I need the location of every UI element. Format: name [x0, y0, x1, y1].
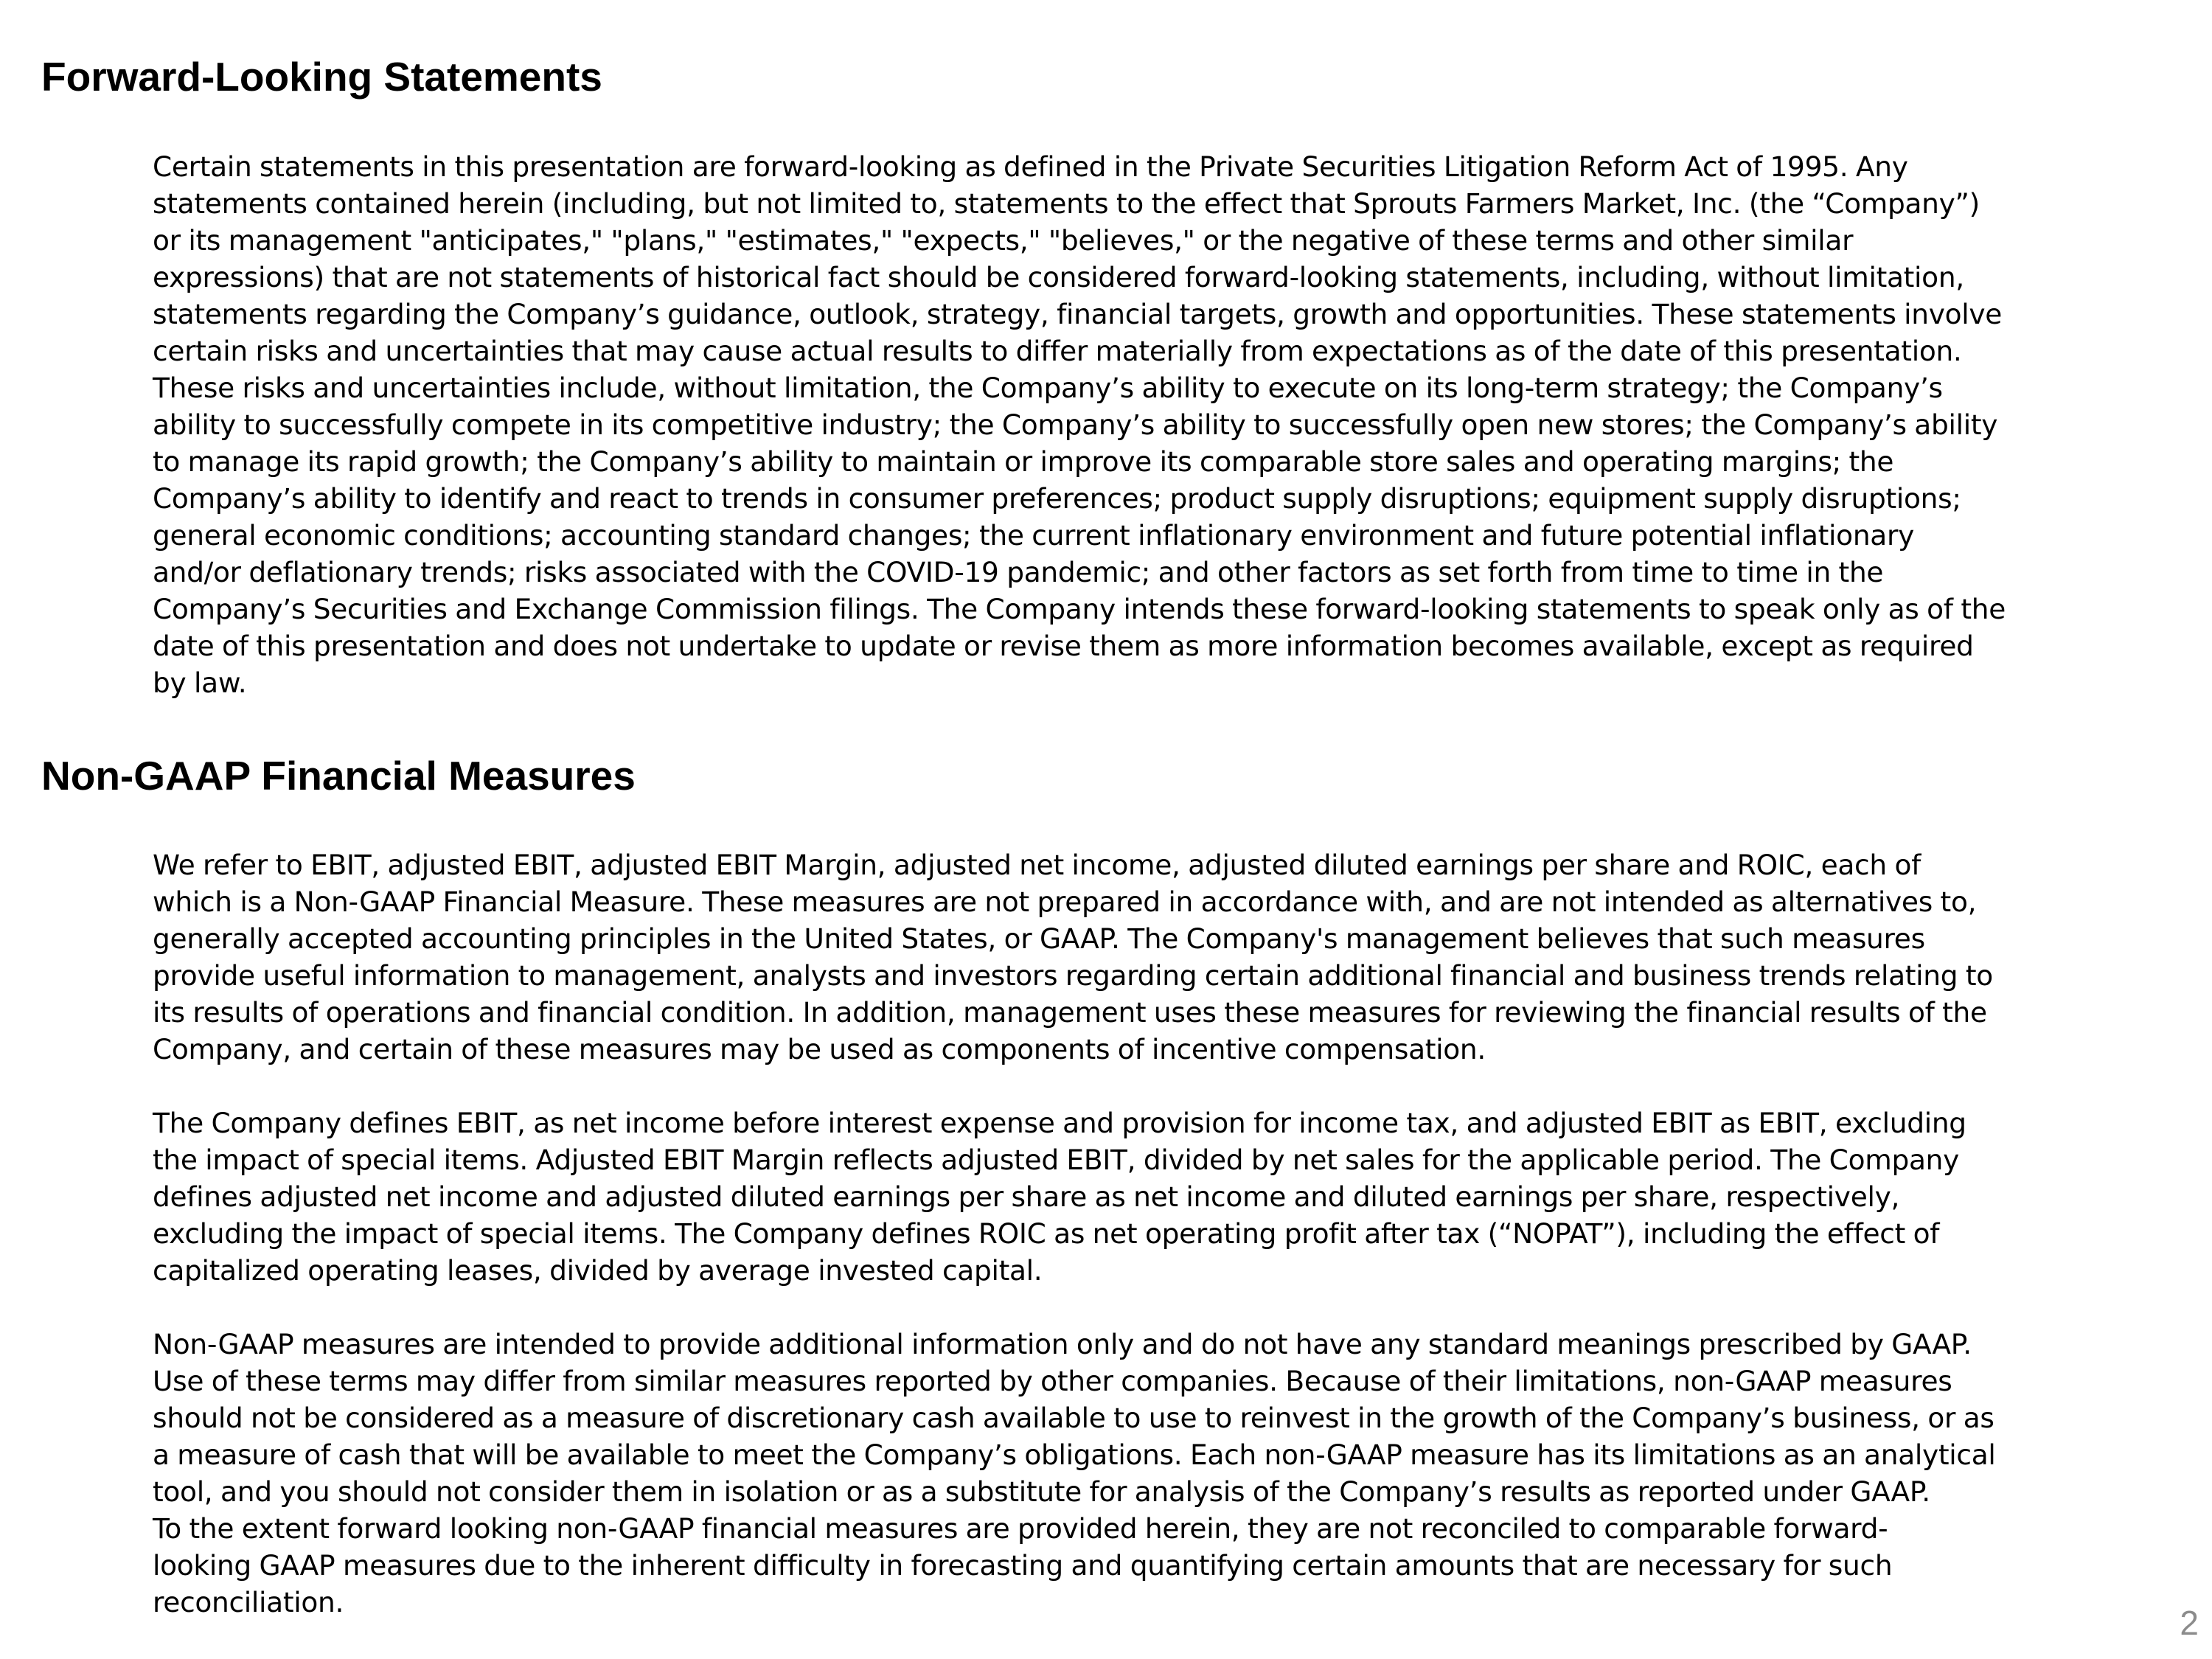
non-gaap-paragraph-3 [153, 1326, 2040, 1621]
paragraph-line: expressions) that are not statements of historical fact should be considered forward-looking statements, including, without limitation, [153, 261, 1964, 293]
paragraph-line: or its management "anticipates," "plans," "estimates," "expects," "believes," or the negative of these terms and other similar [153, 224, 1854, 257]
paragraph-line: should not be considered as a measure of discretionary cash available to use to reinvest in the growth of the Company’s business, or as [153, 1402, 1994, 1434]
paragraph-line: Company’s ability to identify and react to trends in consumer preferences; product supply disruptions; equipment supply disruptions; [153, 482, 1961, 515]
paragraph-line: The Company defines EBIT, as net income before interest expense and provision for income tax, and adjusted EBIT as EBIT, excluding [153, 1107, 1966, 1139]
paragraph-line: Certain statements in this presentation are forward-looking as defined in the Private Securities Litigation Reform Act of 1995. Any [153, 150, 1908, 183]
non-gaap-heading: Non-GAAP Financial Measures [41, 753, 636, 799]
paragraph-line: These risks and uncertainties include, without limitation, the Company’s ability to execute on its long-term strategy; the Company’s [153, 372, 1943, 404]
paragraph-line: excluding the impact of special items. The Company defines ROIC as net operating profit after tax (“NOPAT”), including the effect of [153, 1217, 1940, 1250]
paragraph-line: capitalized operating leases, divided by average invested capital. [153, 1254, 1043, 1287]
paragraph-line: reconciliation. [153, 1586, 344, 1618]
paragraph-line: generally accepted accounting principles in the United States, or GAAP. The Company's management believes that such measures [153, 922, 1925, 955]
paragraph-line: defines adjusted net income and adjusted diluted earnings per share as net income and diluted earnings per share, respectively, [153, 1180, 1900, 1213]
paragraph-line: and/or deflationary trends; risks associated with the COVID-19 pandemic; and other factors as set forth from time to time in the [153, 556, 1884, 588]
paragraph-line: statements regarding the Company’s guidance, outlook, strategy, financial targets, growth and opportunities. These statements involve [153, 298, 2003, 330]
paragraph-line: Company, and certain of these measures may be used as components of incentive compensation. [153, 1033, 1486, 1065]
paragraph-line: ability to successfully compete in its competitive industry; the Company’s ability to successfully open new stores; the Company’s ability [153, 408, 1998, 441]
non-gaap-paragraph-2 [153, 1105, 2040, 1289]
paragraph-line: general economic conditions; accounting standard changes; the current inflationary environment and future potential inflationary [153, 519, 1914, 552]
paragraph-line: We refer to EBIT, adjusted EBIT, adjusted EBIT Margin, adjusted net income, adjusted diluted earnings per share and ROIC, each of [153, 849, 1921, 881]
paragraph-line: Company’s Securities and Exchange Commission filings. The Company intends these forward-looking statements to speak only as of the [153, 593, 2006, 625]
paragraph-line: Use of these terms may differ from similar measures reported by other companies. Because of their limitations, non-GAAP measures [153, 1365, 1952, 1397]
paragraph-line: date of this presentation and does not undertake to update or revise them as more information becomes available, except as required [153, 630, 1974, 662]
page-number: 2 [2180, 1604, 2199, 1642]
paragraph-line: its results of operations and financial condition. In addition, management uses these measures for reviewing the financial results of the [153, 996, 1987, 1029]
paragraph-line: Non-GAAP measures are intended to provide additional information only and do not have any standard meanings prescribed by GAAP. [153, 1328, 1972, 1360]
paragraph-line: to manage its rapid growth; the Company’s ability to maintain or improve its comparable store sales and operating margins; the [153, 445, 1894, 478]
paragraph-line: To the extent forward looking non-GAAP financial measures are provided herein, they are not reconciled to comparable forward- [153, 1512, 1888, 1545]
paragraph-line: looking GAAP measures due to the inherent difficulty in forecasting and quantifying certain amounts that are necessary for such [153, 1549, 1893, 1582]
paragraph-line: statements contained herein (including, but not limited to, statements to the effect that Sprouts Farmers Market, Inc. (the “Company”) [153, 187, 1980, 220]
paragraph-line: certain risks and uncertainties that may cause actual results to differ materially from expectations as of the date of this presentation. [153, 335, 1962, 367]
non-gaap-paragraph-1 [153, 846, 2040, 1068]
paragraph-line: the impact of special items. Adjusted EBIT Margin reflects adjusted EBIT, divided by net sales for the applicable period. The Company [153, 1144, 1959, 1176]
forward-looking-paragraph [153, 148, 2040, 701]
paragraph-line: which is a Non-GAAP Financial Measure. These measures are not prepared in accordance with, and are not intended as alternatives to, [153, 886, 1977, 918]
paragraph-line: provide useful information to management, analysts and investors regarding certain additional financial and business trends relating to [153, 959, 1993, 992]
paragraph-line: tool, and you should not consider them in isolation or as a substitute for analysis of the Company’s results as reported under GAAP. [153, 1475, 1930, 1508]
forward-looking-heading: Forward-Looking Statements [41, 54, 602, 100]
paragraph-line: a measure of cash that will be available to meet the Company’s obligations. Each non-GAAP measure has its limitations as an analytical [153, 1439, 1996, 1471]
paragraph-line: by law. [153, 667, 247, 699]
